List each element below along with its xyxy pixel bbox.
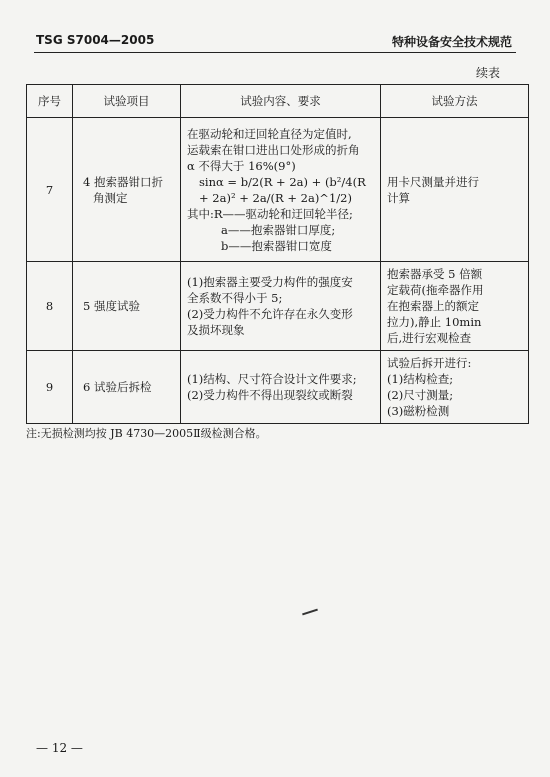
row-content (181, 118, 381, 262)
row-item (73, 351, 181, 424)
row-method (381, 118, 529, 262)
row-method (381, 351, 529, 424)
content-line: 在驱动轮和迂回轮直径为定值时, (187, 126, 352, 141)
method-line: 计算 (387, 190, 410, 205)
item-line: 角测定 (93, 190, 128, 205)
row-item (73, 118, 181, 262)
table-row (27, 351, 529, 424)
table-row (27, 118, 529, 262)
method-line: 在抱索器上的额定 (387, 299, 479, 313)
content-line: 其中:R——驱动轮和迂回轮半径; (187, 206, 353, 221)
formula-line: + 2a)² + 2a/(R + 2a)^1/2) (199, 190, 352, 205)
row-number: 9 (27, 351, 73, 424)
header-content: 试验内容、要求 (181, 85, 381, 118)
test-table (26, 84, 529, 424)
content-line: (2)受力构件不允许存在永久变形 (187, 307, 353, 321)
item-line: 5 强度试验 (83, 299, 140, 313)
item-line: 4 抱索器钳口折 (83, 174, 163, 189)
continued-label: 续表 (475, 66, 500, 80)
header-no: 序号 (27, 85, 73, 118)
row-number: 7 (27, 118, 73, 262)
method-line: (1)结构检查; (387, 372, 454, 386)
row-method (381, 262, 529, 351)
method-line: 拉力),静止 10min (387, 315, 482, 329)
content-line: (1)抱索器主要受力构件的强度安 (187, 275, 353, 289)
row-content (181, 351, 381, 424)
doc-series-title: 特种设备安全技术规范 (391, 35, 512, 49)
page-number: — 12 — (36, 741, 83, 755)
table-note: 注:无损检测均按 JB 4730—2005Ⅱ级检测合格。 (26, 427, 267, 440)
content-line: α 不得大于 16%(9°) (187, 158, 296, 173)
row-content (181, 262, 381, 351)
table-header-row (27, 85, 529, 118)
stray-mark (302, 609, 318, 616)
content-line: 及损坏现象 (187, 323, 245, 337)
row-item (73, 262, 181, 351)
header-rule (34, 52, 516, 53)
table-row (27, 262, 529, 351)
content-line: a——抱索器钳口厚度; (221, 222, 336, 237)
method-line: 用卡尺测量并进行 (387, 174, 479, 189)
row-number: 8 (27, 262, 73, 351)
item-line: 6 试验后拆检 (83, 380, 152, 394)
method-line: 试验后拆开进行: (387, 356, 472, 370)
header-item: 试验项目 (73, 85, 181, 118)
content-line: (2)受力构件不得出现裂纹或断裂 (187, 388, 353, 402)
method-line: 定载荷(拖牵器作用 (387, 283, 484, 297)
header-method: 试验方法 (381, 85, 529, 118)
content-line: b——抱索器钳口宽度 (221, 238, 332, 253)
formula-line: sinα = b/2(R + 2a) + (b²/4(R (199, 174, 366, 189)
method-line: 抱索器承受 5 倍额 (387, 267, 483, 281)
method-line: (3)磁粉检测 (387, 404, 450, 418)
content-line: (1)结构、尺寸符合设计文件要求; (187, 372, 357, 386)
content-line: 全系数不得小于 5; (187, 291, 283, 305)
content-line: 运载索在钳口进出口处形成的折角 (187, 142, 360, 157)
method-line: 后,进行宏观检查 (387, 331, 472, 345)
doc-code: TSG S7004—2005 (36, 33, 155, 47)
method-line: (2)尺寸测量; (387, 388, 454, 402)
